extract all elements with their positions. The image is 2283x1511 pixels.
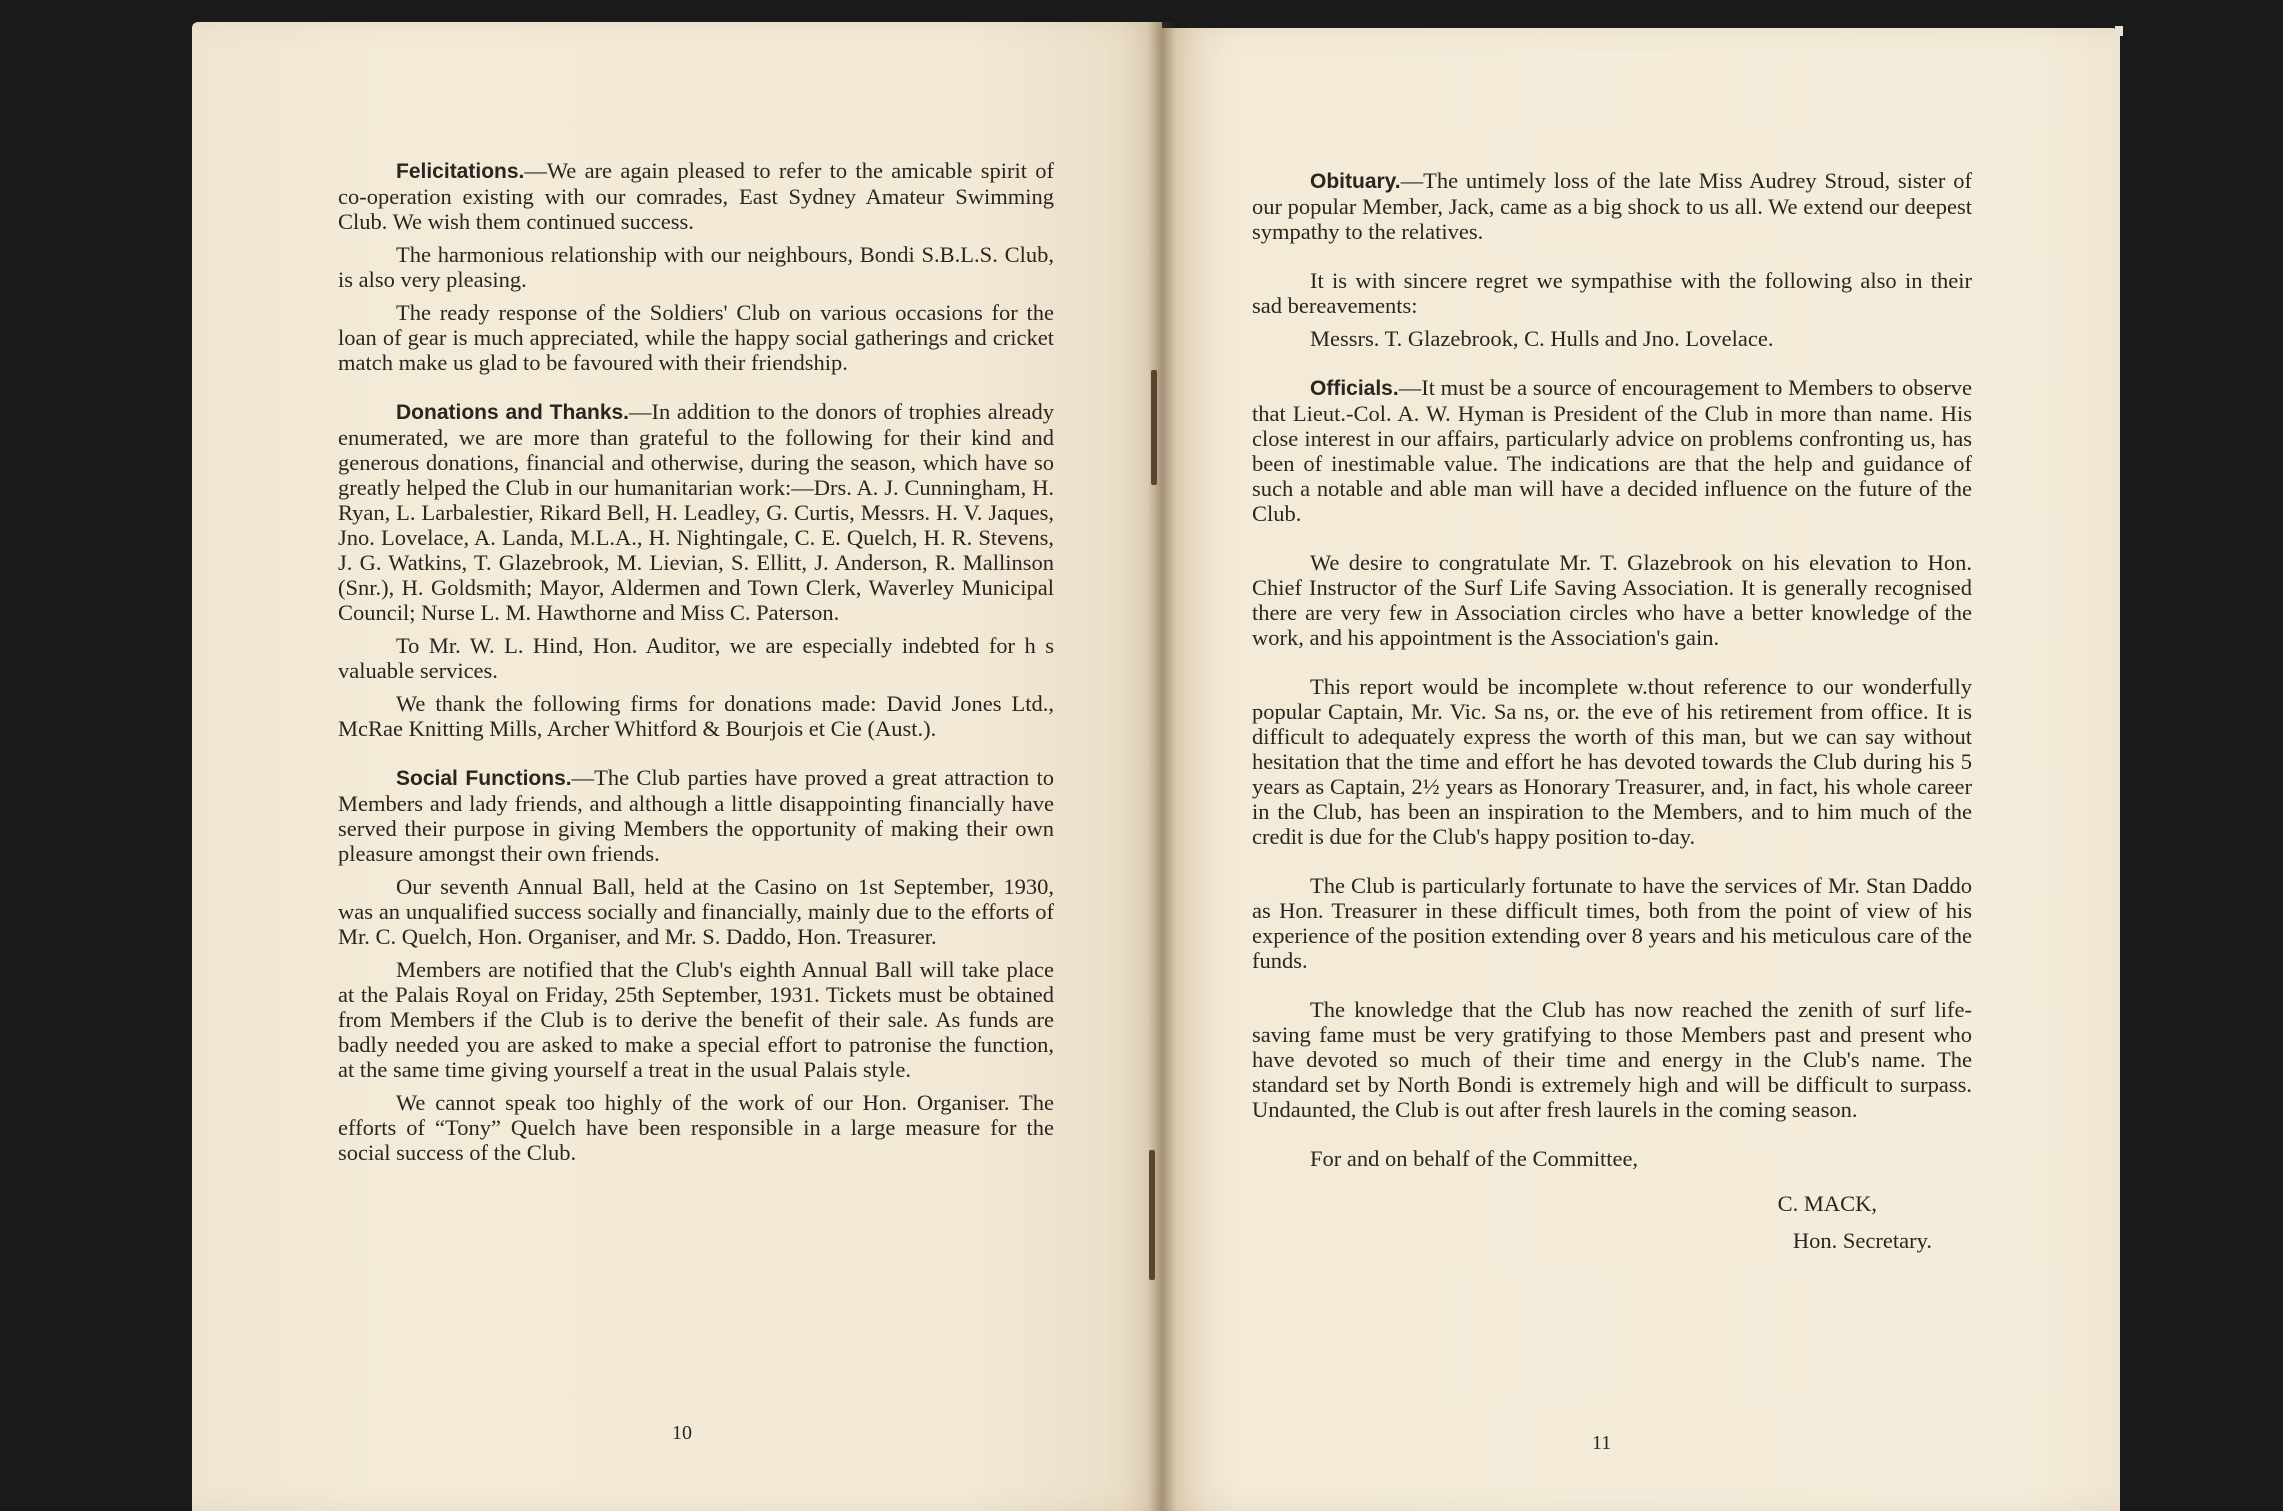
paragraph: We cannot speak too highly of the work of our Hon. Organiser. The efforts of “Tony” Quelch have been responsible in a large measure for the social success of the Club. [338,1090,1054,1165]
closing-line: For and on behalf of the Committee, [1310,1146,1639,1171]
paragraph: Members are notified that the Club's eighth Annual Ball will take place at the Palais Royal on Friday, 25th September, 1931. Tickets must be obtained from Members if the Club is to derive the benefit of their sale. As funds are badly needed you are asked to make a special effort to patronise the function, at the same time giving yourself a treat in the usual Palais style. [338,957,1054,1082]
paragraph-officials: Officials.—It must be a source of encouragement to Members to observe that Lieut.-Col. A. W. Hyman is President of the Club in more than name. His close interest in our affairs, particularly advice on problems confronting us, has been of inestimable value. The indications are that the help and guidance of such a notable and able man will have a decided influence on the future of the Club. [1252,375,1972,526]
paragraph: Our seventh Annual Ball, held at the Casino on 1st September, 1930, was an unqualified success socially and financially, mainly due to the efforts of Mr. C. Quelch, Hon. Organiser, and Mr. S. Daddo, Hon. Treasurer. [338,874,1054,949]
signature-title: Hon. Secretary. [1792,1228,1932,1253]
staple-top [1151,370,1157,485]
paragraph: The ready response of the Soldiers' Club on various occasions for the loan of gear is much appreciated, while the happy social gatherings and cricket match make us glad to be favoured with their friendship. [338,300,1054,375]
page-number-right: 11 [1592,1432,1612,1454]
staple-bottom [1149,1150,1155,1280]
signature-name: C. MACK, [1777,1191,1877,1216]
paragraph-obituary: Obituary.—The untimely loss of the late Miss Audrey Stroud, sister of our popular Member, Jack, came as a big shock to us all. We extend our deepest sympathy to the relatives. [1252,168,1972,244]
paragraph: The harmonious relationship with our neighbours, Bondi S.B.L.S. Club, is also very pleasing. [338,242,1054,292]
right-page-text [1252,168,1972,1261]
paragraph: This report would be incomplete w.thout reference to our wonderfully popular Captain, Mr. Vic. Sa ns, or. the eve of his retirement from office. It is difficult to adequately express the worth of this man, but we can say without hesitation that the time and effort he has devoted towards the Club during his 5 years as Captain, 2½ years as Honorary Treasurer, and, in fact, his whole career in the Club, has been an inspiration to the Members, and to him much of the credit is due for the Club's happy position to-day. [1252,674,1972,849]
paragraph-donations: Donations and Thanks.—In addition to the donors of trophies already enumerated, we are more than grateful to the following for their kind and generous donations, financial and otherwise, during the season, which have so greatly helped the Club in our humanitarian work:—Drs. A. J. Cunningham, H. Ryan, L. Larbalestier, Rikard Bell, H. Leadley, G. Curtis, Messrs. H. V. Jaques, Jno. Lovelace, A. Landa, M.L.A., H. Nightingale, C. E. Quelch, H. R. Stevens, J. G. Watkins, T. Glazebrook, M. Lievian, S. Ellitt, J. Anderson, R. Mallinson (Snr.), H. Goldsmith; Mayor, Aldermen and Town Clerk, Waverley Municipal Council; Nurse L. M. Hawthorne and Miss C. Paterson. [338,399,1054,625]
paragraph: We thank the following firms for donations made: David Jones Ltd., McRae Knitting Mills, Archer Whitford & Bourjois et Cie (Aust.). [338,691,1054,741]
bereavement-names: Messrs. T. Glazebrook, C. Hulls and Jno. Lovelace. [1310,326,1774,351]
paragraph: The Club is particularly fortunate to have the services of Mr. Stan Daddo as Hon. Treasurer in these difficult times, both from the point of view of his experience of the position extending over 8 years and his meticulous care of the funds. [1252,873,1972,973]
left-page-text [338,158,1054,1173]
paragraph-social-functions: Social Functions.—The Club parties have proved a great attraction to Members and lady friends, and although a little disappointing financially have served their purpose in giving Members the opportunity of making their own pleasure amongst their own friends. [338,765,1055,866]
page-number-left: 10 [672,1422,692,1444]
paragraph: To Mr. W. L. Hind, Hon. Auditor, we are especially indebted for h s valuable services. [338,633,1054,683]
paragraph: The knowledge that the Club has now reached the zenith of surf life-saving fame must be very gratifying to those Members past and present who have devoted so much of their time and energy in the Club's name. The standard set by North Bondi is extremely high and will be difficult to surpass. Undaunted, the Club is out after fresh laurels in the coming season. [1252,997,1972,1122]
paragraph-felicitations: Felicitations.—We are again pleased to refer to the amicable spirit of co-operation existing with our comrades, East Sydney Amateur Swimming Club. We wish them continued success. [338,158,1054,234]
book-gutter [1148,22,1176,1511]
page-corner [2115,26,2123,36]
paragraph: We desire to congratulate Mr. T. Glazebrook on his elevation to Hon. Chief Instructor of the Surf Life Saving Association. It is generally recognised there are very few in Association circles who have a better knowledge of the work, and his appointment is the Association's gain. [1252,550,1972,650]
paragraph: It is with sincere regret we sympathise with the following also in their sad bereavements: [1252,268,1972,318]
